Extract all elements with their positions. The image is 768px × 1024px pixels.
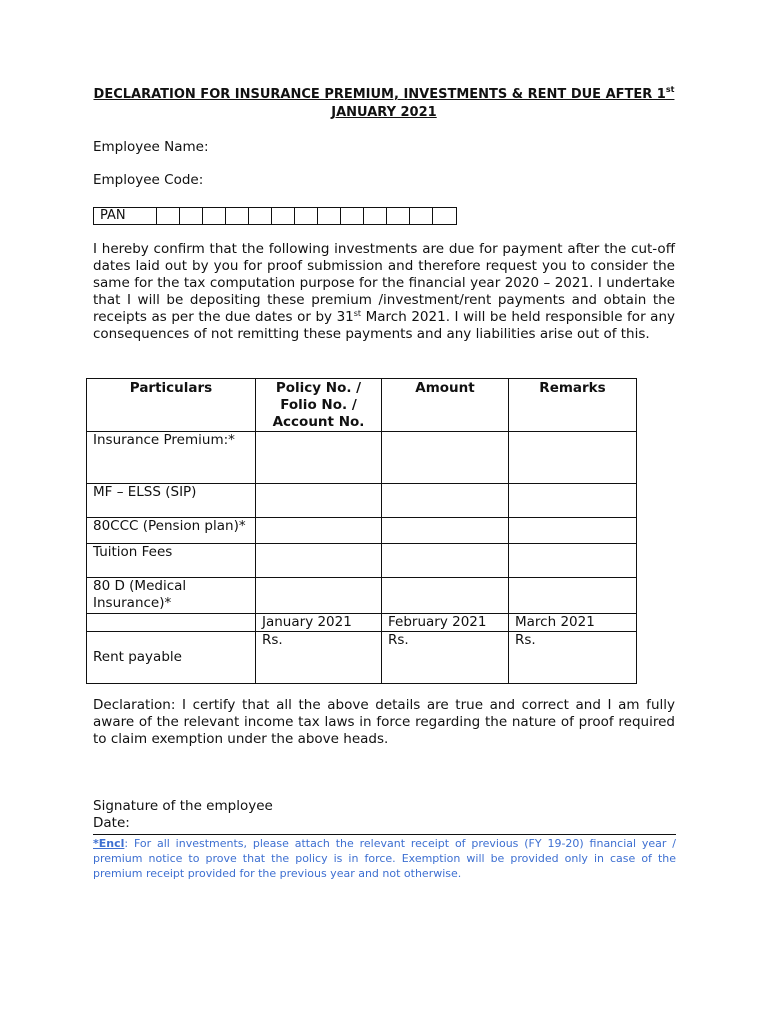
pan-cell[interactable] <box>387 208 410 224</box>
pan-cell[interactable] <box>226 208 249 224</box>
pan-cell[interactable] <box>180 208 203 224</box>
cell-amount[interactable] <box>382 518 509 544</box>
table-row-months <box>87 614 637 632</box>
header-policy-line-2: Folio No. / <box>280 397 357 413</box>
header-remarks: Remarks <box>509 379 637 432</box>
header-policy-no <box>256 379 382 432</box>
row-label-insurance-premium: Insurance Premium:* <box>87 432 256 484</box>
intro-text-2: March 2021. I will be held responsible for any consequences of not remitting these payments and any liabilities arise out of this. <box>93 309 675 342</box>
pan-label: PAN <box>94 208 157 224</box>
month-march: March 2021 <box>509 614 637 632</box>
pan-cell[interactable] <box>433 208 456 224</box>
intro-superscript: st <box>353 309 362 318</box>
table-row <box>87 432 637 484</box>
date-label: Date: <box>93 815 130 831</box>
cell-remarks[interactable] <box>509 484 637 518</box>
cell-amount[interactable] <box>382 578 509 614</box>
pan-cell[interactable] <box>157 208 180 224</box>
pan-cell[interactable] <box>318 208 341 224</box>
intro-paragraph <box>93 241 675 343</box>
encl-text: : For all investments, please attach the relevant receipt of previous (FY 19-20) financial year / premium notice to prove that the policy is in force. Exemption will be provided only in case of the premium receipt provided for the previous year and not otherwise. <box>93 837 676 880</box>
cell-policy-no[interactable] <box>256 518 382 544</box>
row-label-80ccc: 80CCC (Pension plan)* <box>87 518 256 544</box>
row-label-80d-medical: 80 D (Medical Insurance)* <box>87 578 256 614</box>
employee-code-label: Employee Code: <box>93 172 204 188</box>
pan-cell[interactable] <box>364 208 387 224</box>
table-header-row <box>87 379 637 432</box>
header-policy-line-3: Account No. <box>272 414 365 430</box>
table-row <box>87 484 637 518</box>
declaration-paragraph: Declaration: I certify that all the above details are true and correct and I am fully aware of the relevant income tax laws in force regarding the nature of proof required to claim exemption under the above heads. <box>93 697 675 747</box>
cell-rent-march[interactable]: Rs. <box>509 632 637 684</box>
signature-label: Signature of the employee <box>93 798 273 814</box>
cell-rent-february[interactable]: Rs. <box>382 632 509 684</box>
cell-policy-no[interactable] <box>256 484 382 518</box>
cell-amount[interactable] <box>382 432 509 484</box>
row-label-tuition-fees: Tuition Fees <box>87 544 256 578</box>
table-row <box>87 518 637 544</box>
title-line-1-text: DECLARATION FOR INSURANCE PREMIUM, INVESTMENTS & RENT DUE AFTER 1 <box>93 87 666 102</box>
title-superscript: st <box>665 85 675 94</box>
table-row <box>87 544 637 578</box>
cell-amount[interactable] <box>382 484 509 518</box>
pan-cell[interactable] <box>410 208 433 224</box>
pan-cell[interactable] <box>203 208 226 224</box>
header-policy-line-1: Policy No. / <box>275 380 362 396</box>
footnote-divider <box>93 834 676 835</box>
title-line-1 <box>94 87 675 102</box>
cell-amount[interactable] <box>382 544 509 578</box>
month-january: January 2021 <box>256 614 382 632</box>
cell-policy-no[interactable] <box>256 578 382 614</box>
pan-cell[interactable] <box>249 208 272 224</box>
form-title <box>93 86 675 122</box>
cell-empty <box>87 614 256 632</box>
employee-name-label: Employee Name: <box>93 139 209 155</box>
header-amount: Amount <box>382 379 509 432</box>
cell-remarks[interactable] <box>509 578 637 614</box>
cell-policy-no[interactable] <box>256 432 382 484</box>
investments-table <box>86 378 637 684</box>
pan-cell[interactable] <box>272 208 295 224</box>
pan-box <box>93 207 457 225</box>
intro-text-1: I hereby confirm that the following investments are due for payment after the cut-off dates laid out by you for proof submission and therefore request you to consider the same for the tax computation purpose for the financial year 2020 – 2021. I undertake that I will be depositing these premium /investment/rent payments and obtain the receipts as per the due dates or by 31 <box>93 241 675 325</box>
cell-remarks[interactable] <box>509 432 637 484</box>
header-particulars: Particulars <box>87 379 256 432</box>
cell-policy-no[interactable] <box>256 544 382 578</box>
cell-remarks[interactable] <box>509 518 637 544</box>
table-row <box>87 578 637 614</box>
cell-remarks[interactable] <box>509 544 637 578</box>
enclosure-note <box>93 836 676 881</box>
title-line-2: JANUARY 2021 <box>331 105 437 120</box>
cell-rent-january[interactable]: Rs. <box>256 632 382 684</box>
month-february: February 2021 <box>382 614 509 632</box>
pan-cell[interactable] <box>341 208 364 224</box>
encl-label: *Encl <box>93 837 125 850</box>
row-label-mf-elss: MF – ELSS (SIP) <box>87 484 256 518</box>
table-row-rent <box>87 632 637 684</box>
row-label-rent-payable: Rent payable <box>87 632 256 684</box>
pan-cell[interactable] <box>295 208 318 224</box>
